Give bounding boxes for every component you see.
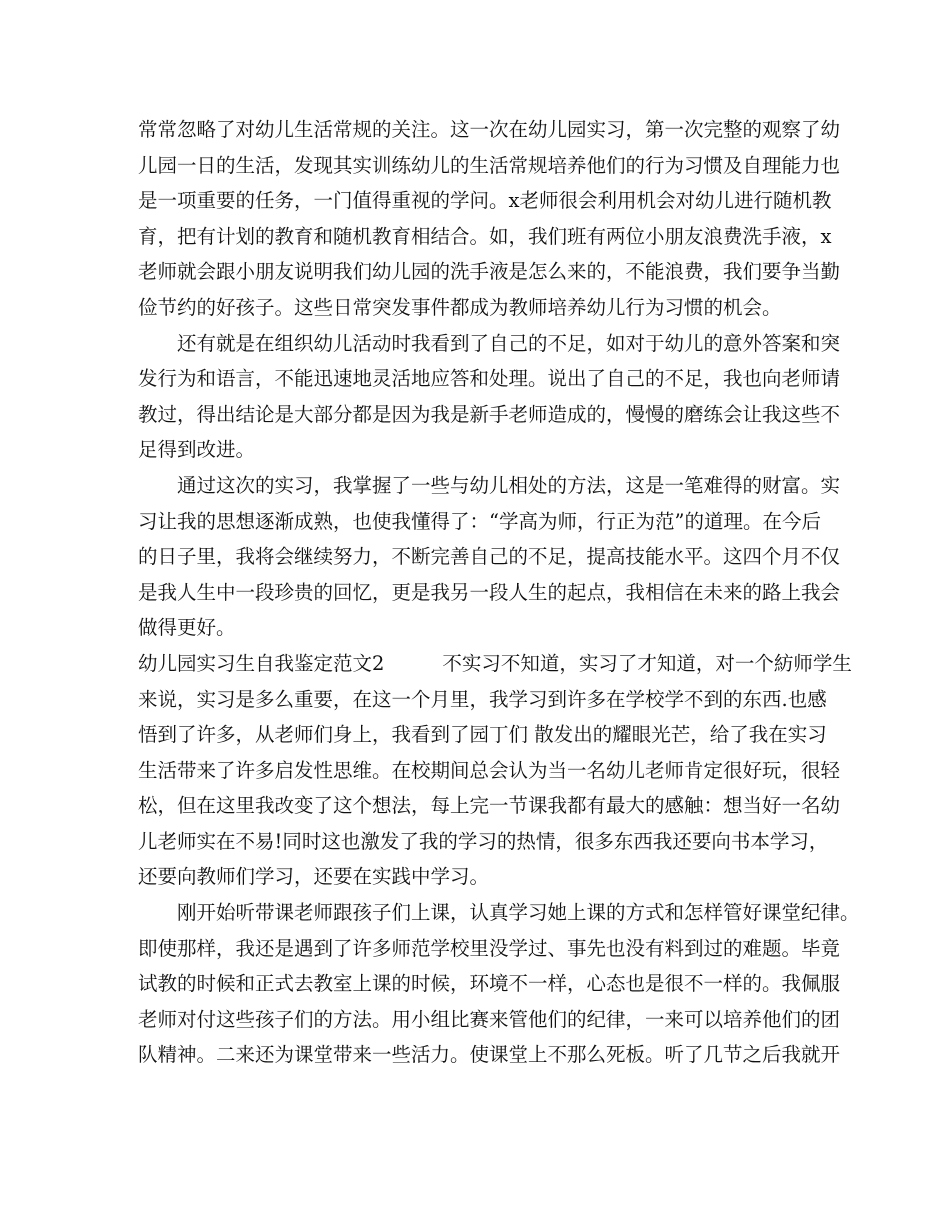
section-heading-line xyxy=(138,646,852,682)
paragraph-first-line: 通过这次的实习，我掌握了一些与幼儿相处的方法，这是一笔难得的财富。实 xyxy=(177,473,841,497)
text-line: 是我人生中一段珍贵的回忆，更是我另一段人生的起点，我相信在未来的路上我会 xyxy=(138,580,841,604)
text-line: 俭节约的好孩子。这些日常突发事件都成为教师培养幼儿行为习惯的机会。 xyxy=(138,295,782,319)
text-line: 的日子里，我将会继续努力，不断完善自己的不足，提高技能水平。这四个月不仅 xyxy=(138,545,841,569)
text-line: 儿老师实在不易!同时这也激发了我的学习的热情，很多东西我还要向书本学习， xyxy=(138,829,829,853)
section-heading: 幼儿园实习生自我鉴定范文2 xyxy=(138,651,385,675)
document-body xyxy=(138,112,860,1073)
text-line: 儿园一日的生活，发现其实训练幼儿的生活常规培养他们的行为习惯及自理能力也 xyxy=(138,153,841,177)
text-line: 老师对付这些孩子们的方法。用小组比赛来管他们的纪律，一来可以培养他们的团 xyxy=(138,1007,841,1031)
text-line: 生活带来了许多启发性思维。在校期间总会认为当一名幼儿老师肯定很好玩，很轻 xyxy=(138,758,841,782)
text-line: 悟到了许多，从老师们身上，我看到了园丁们 散发出的耀眼光芒，给了我在实习 xyxy=(138,723,827,747)
text-line: 做得更好。 xyxy=(138,616,236,640)
text-line: 还要向教师们学习，还要在实践中学习。 xyxy=(138,865,490,889)
text-line: 即使那样，我还是遇到了许多师范学校里没学过、事先也没有料到过的难题。毕竟 xyxy=(138,936,841,960)
text-line: 队精神。二来还为课堂带来一些活力。使课堂上不那么死板。听了几节之后我就开 xyxy=(138,1043,841,1067)
text-line: 育，把有计划的教育和随机教育相结合。如，我们班有两位小朋友浪费洗手液，x xyxy=(138,224,832,248)
text-line: 足得到改进。 xyxy=(138,438,256,462)
text-line: 习让我的思想逐渐成熟，也使我懂得了：“学高为师，行正为范”的道理。在今后 xyxy=(138,509,821,533)
paragraph-first-line: 刚开始听带课老师跟孩子们上课，认真学习她上课的方式和怎样管好课堂纪律。 xyxy=(177,901,860,925)
text-line: 松，但在这里我改变了这个想法，每上完一节课我都有最大的感触：想当好一名幼 xyxy=(138,794,841,818)
text-line: 常常忽略了对幼儿生活常规的关注。这一次在幼儿园实习，第一次完整的观察了幼 xyxy=(138,118,841,141)
text-line: 教过，得出结论是大部分都是因为我是新手老师造成的，慢慢的磨练会让我这些不 xyxy=(138,402,841,426)
paragraph-first-line: 还有就是在组织幼儿活动时我看到了自己的不足，如对于幼儿的意外答案和突 xyxy=(177,331,841,355)
text-line: 试教的时候和正式去教室上课的时候，环境不一样，心态也是很不一样的。我佩服 xyxy=(138,972,841,996)
text-line: 来说，实习是多么重要，在这一个月里，我学习到许多在学校学不到的东西.也感 xyxy=(138,687,827,711)
text-line: 发行为和语言，不能迅速地灵活地应答和处理。说出了自己的不足，我也向老师请 xyxy=(138,367,841,391)
text-line: 老师就会跟小朋友说明我们幼儿园的洗手液是怎么来的，不能浪费，我们要争当勤 xyxy=(138,260,841,284)
text-line: 是一项重要的任务，一门值得重视的学问。x老师很会利用机会对幼儿进行随机教 xyxy=(138,189,832,213)
section-first-sentence: 不实习不知道，实习了才知道，对一个紡师学生 xyxy=(442,651,852,675)
